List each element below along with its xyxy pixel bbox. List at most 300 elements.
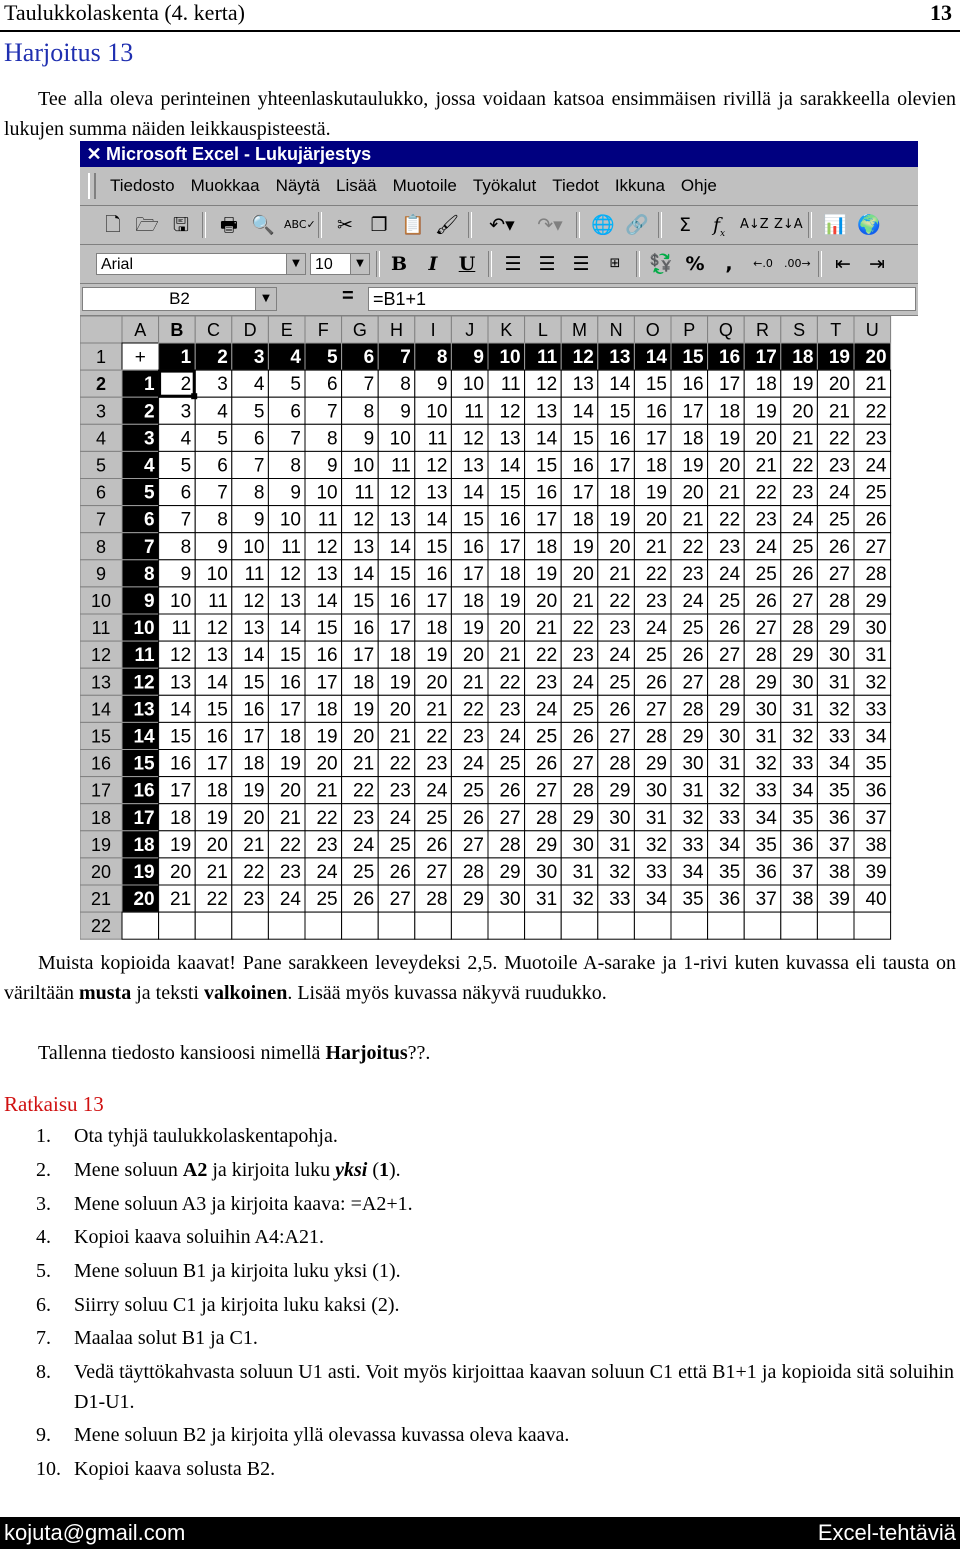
- menu-item-ohje[interactable]: Ohje: [680, 176, 717, 195]
- row-header-label: 5: [95, 455, 107, 476]
- cell-value: 21: [865, 374, 887, 396]
- cell-value: 19: [499, 591, 521, 612]
- step-number: 10.: [36, 1458, 61, 1480]
- cell-value: 25: [426, 807, 448, 829]
- cell-K22[interactable]: [488, 912, 525, 939]
- cell-S22[interactable]: [781, 912, 818, 939]
- cell-value: 19: [316, 726, 338, 748]
- cell-value: 16: [609, 428, 631, 450]
- cell-G22[interactable]: [342, 912, 379, 939]
- cell-value: 33: [792, 753, 814, 775]
- cell-value: 21: [170, 889, 192, 911]
- function-icon[interactable]: $f_x$: [712, 214, 726, 239]
- cell-R22[interactable]: [744, 912, 781, 939]
- step-text: Kopioi kaava soluihin A4:A21.: [74, 1226, 324, 1248]
- notes-white: valkoinen: [203, 982, 288, 1004]
- cell-value: 15: [279, 645, 301, 667]
- cell-value: 15: [462, 509, 484, 531]
- cell-value: 21: [719, 482, 741, 504]
- cell-value: 21: [353, 753, 375, 775]
- cell-value: 12: [536, 374, 558, 396]
- column-header-label: L: [537, 320, 548, 340]
- cell-value: 13: [609, 347, 631, 369]
- cell-value: 38: [828, 862, 850, 883]
- cell-value: 6: [217, 455, 228, 477]
- cell-value: 24: [316, 862, 338, 883]
- cell-value: 2: [180, 374, 192, 396]
- cell-value: 8: [400, 374, 411, 396]
- excel-window-title: Microsoft Excel - Lukujärjestys: [106, 144, 372, 164]
- cell-value: 21: [828, 401, 850, 423]
- cell-value: 16: [389, 591, 411, 612]
- cell-value: 26: [645, 672, 667, 694]
- row-header-label: 15: [90, 726, 112, 747]
- cell-N22[interactable]: [598, 912, 635, 939]
- column-header-label: K: [500, 320, 513, 340]
- save-icon[interactable]: 🖫: [172, 214, 190, 236]
- cell-value: 26: [682, 645, 704, 667]
- decrease-decimal-icon[interactable]: .00→: [784, 257, 811, 270]
- step-number: 4.: [36, 1226, 51, 1248]
- cell-value: 33: [828, 726, 850, 748]
- cell-value: 34: [792, 780, 814, 802]
- formula-bar: [80, 283, 918, 316]
- row-header-label: 16: [90, 753, 112, 774]
- cell-C22[interactable]: [195, 912, 232, 939]
- currency-icon[interactable]: 💱: [649, 253, 673, 275]
- step-text: Ota tyhjä taulukkolaskentapohja.: [74, 1125, 338, 1147]
- cell-value: 19: [279, 753, 301, 775]
- menu-bar: [80, 167, 918, 206]
- map-icon[interactable]: 🌍: [857, 214, 881, 236]
- cell-value: 17: [389, 618, 411, 640]
- cell-value: 18: [133, 834, 155, 856]
- cell-value: 16: [426, 563, 448, 585]
- formula-input[interactable]: =B1+1: [368, 287, 916, 311]
- cell-value: 31: [572, 862, 594, 883]
- cell-value: 17: [426, 591, 448, 612]
- cell-value: 21: [755, 455, 777, 477]
- cell-value: 26: [499, 780, 521, 802]
- cell-value: 23: [682, 563, 704, 585]
- increase-decimal-icon[interactable]: ←.0: [753, 257, 773, 270]
- cell-value: 30: [828, 645, 850, 667]
- cell-value: 14: [609, 374, 631, 396]
- cell-M22[interactable]: [561, 912, 598, 939]
- font-size-select[interactable]: [310, 253, 370, 275]
- web-icon[interactable]: 🌐: [591, 214, 615, 236]
- cell-value: 22: [389, 753, 411, 775]
- cell-value: 28: [719, 672, 741, 694]
- cell-value: 17: [536, 509, 558, 531]
- cell-value: 6: [327, 374, 338, 396]
- column-header-label: B: [170, 320, 184, 340]
- cell-value: 8: [144, 563, 155, 585]
- cell-value: 33: [682, 834, 704, 856]
- print-preview-icon[interactable]: 🔍: [251, 214, 275, 236]
- cell-value: 34: [755, 807, 777, 829]
- toolbar-separator: [808, 212, 812, 238]
- cell-value: 25: [353, 862, 375, 883]
- spelling-icon[interactable]: ABC✓: [284, 218, 316, 231]
- cell-value: 24: [462, 753, 484, 775]
- cell-value: 23: [462, 726, 484, 748]
- cell-value: 19: [206, 807, 228, 829]
- cell-value: 13: [279, 591, 301, 612]
- name-box-value: B2: [169, 289, 190, 308]
- cell-value: 13: [499, 428, 521, 450]
- cell-L22[interactable]: [525, 912, 562, 939]
- cell-value: 16: [206, 726, 228, 748]
- cell-value: 28: [572, 780, 594, 802]
- exercise-title: Harjoitus 13: [4, 38, 134, 67]
- cell-value: 28: [609, 753, 631, 775]
- cut-icon[interactable]: ✂: [337, 214, 353, 236]
- cell-value: 19: [353, 699, 375, 721]
- cell-value: 33: [755, 780, 777, 802]
- cell-value: 29: [609, 780, 631, 802]
- cell-value: 32: [828, 699, 850, 721]
- cell-value: 32: [865, 672, 887, 694]
- chevron-down-icon[interactable]: ▼: [255, 288, 276, 310]
- solution-step: [36, 1189, 413, 1219]
- column-header-label: F: [317, 320, 329, 340]
- cell-Q22[interactable]: [708, 912, 745, 939]
- notes-text-1: Muista kopioida kaavat! Pane sarakkeen leveydeksi 2,5. Muotoile A-sarake ja 1-rivi kuten kuvassa eli tausta on väriltään: [4, 952, 956, 1004]
- cell-value: 32: [719, 780, 741, 802]
- cell-value: 26: [719, 618, 741, 640]
- excel-app-icon: ✕: [86, 144, 102, 164]
- cell-value: 32: [645, 834, 667, 856]
- column-header-label: H: [390, 320, 403, 340]
- solution-step: [36, 1290, 400, 1320]
- align-left-icon[interactable]: ☰: [504, 253, 522, 275]
- name-box[interactable]: [82, 287, 277, 311]
- toolbar-separator: [818, 251, 822, 277]
- cell-value: 20: [792, 401, 814, 423]
- cell-value: 8: [290, 455, 301, 477]
- italic-icon[interactable]: I: [428, 253, 438, 275]
- cell-D22[interactable]: [232, 912, 269, 939]
- toolbar-separator: [636, 251, 640, 277]
- column-header-label: E: [280, 320, 293, 340]
- column-header-label: O: [645, 320, 660, 340]
- center-icon[interactable]: ☰: [538, 253, 556, 275]
- cell-value: 22: [279, 834, 301, 856]
- cell-value: 17: [353, 645, 375, 667]
- notes-paragraph: [4, 948, 956, 1008]
- cell-value: 20: [353, 726, 375, 748]
- cell-value: 15: [316, 618, 338, 640]
- step-number: 3.: [36, 1193, 51, 1215]
- cell-value: 14: [279, 618, 301, 640]
- cell-value: 29: [682, 726, 704, 748]
- sort-ascending-icon[interactable]: A↓Z: [740, 217, 769, 232]
- row-header-label: 8: [95, 536, 107, 557]
- cell-value: 10: [316, 482, 338, 504]
- cell-value: 18: [572, 509, 594, 531]
- cell-O22[interactable]: [634, 912, 671, 939]
- solution-step: [36, 1155, 401, 1185]
- cell-value: 7: [327, 401, 338, 423]
- hyperlink-icon[interactable]: 🔗: [625, 214, 649, 236]
- cell-value: 16: [353, 618, 375, 640]
- align-right-icon[interactable]: ☰: [572, 253, 590, 275]
- cell-value: 25: [828, 509, 850, 531]
- cell-value: 17: [170, 780, 192, 802]
- new-icon[interactable]: 🗋: [105, 214, 121, 236]
- cell-value: 10: [426, 401, 448, 423]
- cell-value: 39: [865, 862, 887, 883]
- step-number-one: 1: [379, 1159, 389, 1181]
- cell-value: 17: [206, 753, 228, 775]
- cell-value: 28: [499, 834, 521, 856]
- open-icon[interactable]: 🗁: [135, 214, 159, 236]
- percent-icon[interactable]: %: [685, 253, 705, 275]
- cell-value: 26: [536, 753, 558, 775]
- row-header-label: 2: [95, 374, 107, 395]
- menu-item-työkalut[interactable]: Työkalut: [472, 176, 537, 195]
- cell-value: 11: [171, 618, 192, 640]
- cell-value: 12: [353, 509, 375, 531]
- cell-value: 33: [645, 862, 667, 883]
- row-header-label: 10: [90, 591, 112, 611]
- cell-value: 19: [609, 509, 631, 531]
- undo-icon[interactable]: ↶▾: [489, 214, 515, 236]
- cell-value: 22: [243, 862, 265, 883]
- cell-value: 13: [536, 401, 558, 423]
- menu-grip: [88, 173, 96, 199]
- paste-icon[interactable]: 📋: [401, 214, 425, 236]
- cell-value: 7: [217, 482, 228, 504]
- select-all-corner[interactable]: [80, 316, 122, 343]
- menu-item-tiedot[interactable]: Tiedot: [552, 176, 599, 195]
- cell-value: 24: [279, 889, 301, 911]
- comma-icon[interactable]: ,: [725, 253, 733, 275]
- cell-value: 12: [133, 672, 155, 694]
- cell-value: 13: [243, 618, 265, 640]
- cell-value: 12: [462, 428, 484, 450]
- cell-value: 24: [645, 618, 667, 640]
- cell-value: 31: [828, 672, 850, 694]
- equals-button[interactable]: =: [342, 285, 354, 307]
- cell-value: 19: [536, 563, 558, 585]
- cell-value: 40: [865, 889, 887, 911]
- cell-value: 19: [755, 401, 777, 423]
- step-text: Mene soluun B1 ja kirjoita luku yksi (1).: [74, 1260, 401, 1282]
- spreadsheet-grid[interactable]: [80, 316, 918, 947]
- cell-value: 31: [645, 807, 667, 829]
- cell-U22[interactable]: [854, 912, 891, 939]
- cell-value: 25: [755, 563, 777, 585]
- cell-value: 21: [316, 780, 338, 802]
- autosum-icon[interactable]: Σ: [678, 214, 691, 236]
- fill-handle[interactable]: [191, 393, 197, 399]
- cell-value: 9: [144, 591, 155, 612]
- row-header-label: 7: [95, 509, 107, 530]
- cell-E22[interactable]: [268, 912, 305, 939]
- cell-value: 27: [755, 618, 777, 640]
- cell-value: 23: [828, 455, 850, 477]
- cell-value: 27: [682, 672, 704, 694]
- cell-value: 37: [865, 807, 887, 829]
- cell-value: 4: [290, 347, 301, 369]
- cell-value: 19: [572, 536, 594, 558]
- cell-value: 20: [389, 699, 411, 721]
- step-text: Mene soluun A3 ja kirjoita kaava: =A2+1.: [74, 1193, 413, 1215]
- cell-value: 21: [243, 834, 265, 856]
- cell-value: 21: [792, 428, 814, 450]
- cell-value: 12: [499, 401, 521, 423]
- footer-title: Excel-tehtäviä: [817, 1520, 956, 1545]
- cell-value: 15: [499, 482, 521, 504]
- format-painter-icon[interactable]: 🖌: [434, 214, 460, 236]
- cell-value: 14: [170, 699, 192, 721]
- cell-value: 28: [426, 889, 448, 911]
- cell-B22[interactable]: [159, 912, 196, 939]
- menu-item-ikkuna[interactable]: Ikkuna: [614, 176, 665, 195]
- row-header-label: 11: [91, 618, 111, 639]
- toolbar-separator: [468, 212, 472, 238]
- cell-value: 31: [755, 726, 777, 748]
- sort-descending-icon[interactable]: Z↓A: [774, 217, 803, 232]
- cell-value: 19: [719, 428, 741, 450]
- cell-value: 22: [682, 536, 704, 558]
- cell-value: 18: [719, 401, 741, 423]
- cell-value: 14: [316, 591, 338, 612]
- column-header-label: N: [609, 320, 623, 340]
- cell-value: 31: [865, 645, 887, 667]
- cell-value: 16: [279, 672, 301, 694]
- cell-I22[interactable]: [415, 912, 452, 939]
- cell-value: 20: [279, 780, 301, 802]
- cell-value: 11: [464, 401, 484, 423]
- cell-value: 2: [144, 401, 155, 423]
- cell-J22[interactable]: [451, 912, 488, 939]
- menu-item-muotoile[interactable]: Muotoile: [392, 176, 457, 195]
- cell-value: 17: [609, 455, 631, 477]
- cell-value: 25: [499, 753, 521, 775]
- chart-wizard-icon[interactable]: 📊: [823, 214, 847, 236]
- cell-value: 23: [316, 834, 338, 856]
- cell-value: 25: [316, 889, 338, 911]
- cell-value: 9: [327, 455, 338, 477]
- menu-item-näytä[interactable]: Näytä: [275, 176, 320, 195]
- print-icon[interactable]: 🖶: [220, 214, 238, 236]
- chapter-title: Taulukkolaskenta (4. kerta): [4, 0, 245, 25]
- cell-value: 22: [426, 726, 448, 748]
- cell-value: 18: [645, 455, 667, 477]
- cell-value: 26: [828, 536, 850, 558]
- cell-A22[interactable]: [122, 912, 159, 939]
- cell-value: 26: [353, 889, 375, 911]
- cell-value: 5: [180, 455, 192, 477]
- cell-value: 22: [755, 482, 777, 504]
- cell-H22[interactable]: [378, 912, 415, 939]
- column-header-label: C: [207, 320, 220, 340]
- cell-value: 12: [206, 618, 228, 640]
- menu-item-muokkaa[interactable]: Muokkaa: [190, 176, 260, 195]
- cell-value: 15: [609, 401, 631, 423]
- cell-value: 27: [792, 591, 814, 612]
- cell-value: 5: [217, 428, 228, 450]
- cell-value: 21: [609, 563, 631, 585]
- cell-value: 2: [217, 347, 228, 369]
- page-header: [0, 0, 960, 32]
- cell-value: 22: [316, 807, 338, 829]
- cell-value: +: [134, 347, 146, 369]
- cell-value: 15: [536, 455, 558, 477]
- cell-value: 7: [144, 536, 155, 558]
- cell-value: 8: [253, 482, 265, 504]
- step-word-one: yksi: [335, 1159, 368, 1181]
- cell-value: 23: [426, 753, 448, 775]
- step-text-part: ja kirjoita luku: [207, 1159, 336, 1181]
- row-header-label: 22: [90, 916, 112, 937]
- cell-value: 30: [792, 672, 814, 694]
- menu-item-lisää[interactable]: Lisää: [335, 176, 377, 195]
- underline-icon[interactable]: U: [458, 253, 476, 275]
- font-name-select[interactable]: [96, 253, 306, 275]
- cell-value: 6: [363, 347, 375, 369]
- cell-value: 27: [462, 834, 484, 856]
- cell-value: 27: [426, 862, 448, 883]
- cell-F22[interactable]: [305, 912, 342, 939]
- cell-value: 35: [792, 807, 814, 829]
- cell-value: 12: [426, 455, 448, 477]
- cell-value: 16: [462, 536, 484, 558]
- cell-value: 20: [316, 753, 338, 775]
- solution-step: [36, 1256, 401, 1286]
- column-header-label: P: [683, 320, 696, 340]
- cell-value: 23: [536, 672, 558, 694]
- step-number: 6.: [36, 1294, 51, 1316]
- cell-value: 17: [279, 699, 301, 721]
- copy-icon[interactable]: ❐: [370, 214, 388, 236]
- cell-value: 25: [572, 699, 594, 721]
- decrease-indent-icon[interactable]: ⇤: [835, 253, 851, 275]
- font-size-value: 10: [315, 256, 333, 273]
- cell-value: 28: [865, 563, 887, 585]
- bold-icon[interactable]: B: [390, 253, 408, 275]
- cell-value: 20: [572, 563, 594, 585]
- cell-value: 32: [792, 726, 814, 748]
- cell-value: 18: [206, 780, 228, 802]
- cell-P22[interactable]: [671, 912, 708, 939]
- increase-indent-icon[interactable]: ⇥: [869, 253, 885, 275]
- cell-value: 18: [499, 563, 521, 585]
- cell-value: 27: [572, 753, 594, 775]
- cell-value: 24: [389, 807, 411, 829]
- cell-value: 26: [609, 699, 631, 721]
- cell-value: 29: [755, 672, 777, 694]
- cell-value: 35: [682, 889, 704, 911]
- redo-icon[interactable]: ↷▾: [537, 214, 563, 236]
- grid-svg[interactable]: [80, 316, 918, 947]
- cell-value: 16: [645, 401, 667, 423]
- menu-item-tiedosto[interactable]: Tiedosto: [110, 176, 175, 195]
- cell-T22[interactable]: [817, 912, 854, 939]
- chevron-down-icon[interactable]: ▼: [286, 254, 305, 274]
- save-text: Tallenna tiedosto kansioosi nimellä: [38, 1042, 326, 1064]
- cell-value: 24: [609, 645, 631, 667]
- merge-center-icon[interactable]: ⊞: [609, 256, 621, 271]
- cell-value: 19: [682, 455, 704, 477]
- step-text: Mene soluun B2 ja kirjoita yllä olevassa kuvassa oleva kaava.: [74, 1424, 570, 1446]
- cell-value: 36: [792, 834, 814, 856]
- chevron-down-icon[interactable]: ▼: [350, 254, 369, 274]
- row-header-label: 6: [95, 482, 107, 503]
